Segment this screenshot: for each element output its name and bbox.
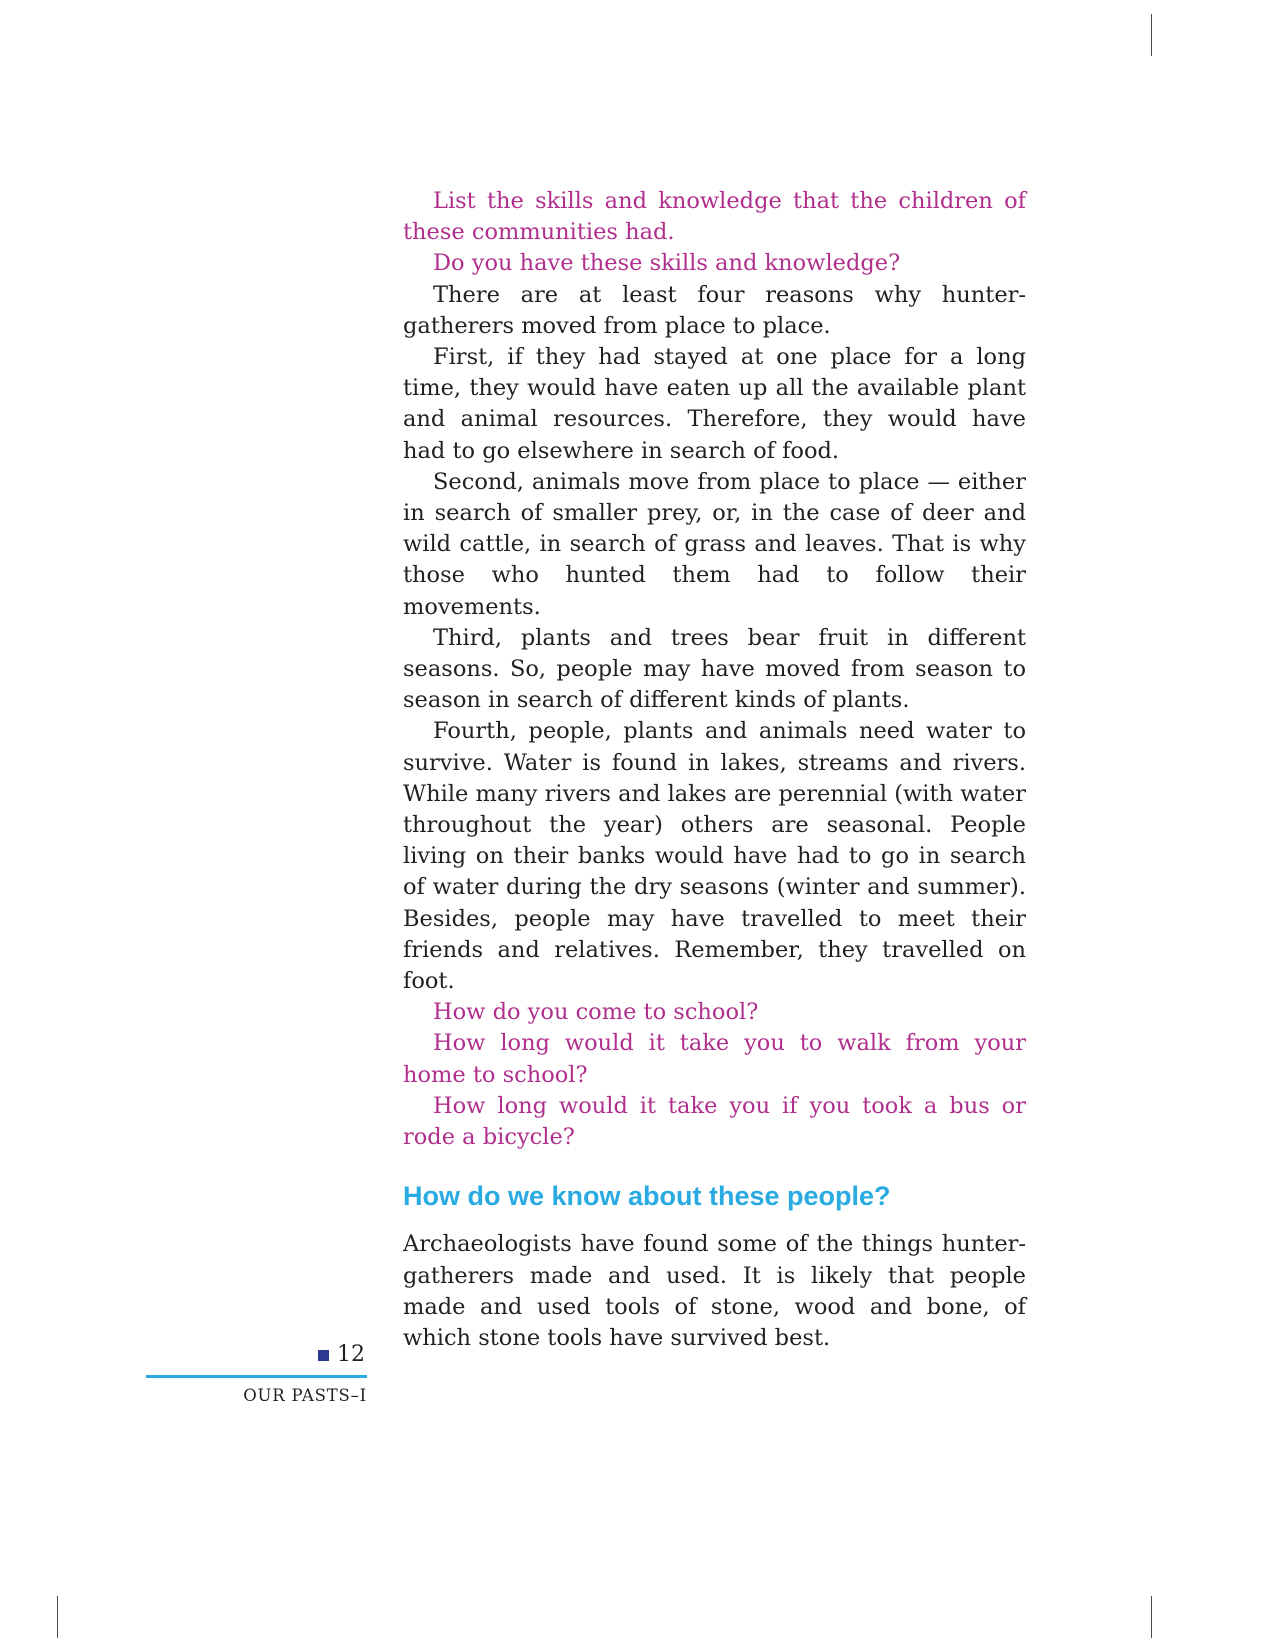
- body-paragraph: First, if they had stayed at one place for a long time, they would have eaten up all the available plant and animal resources. Therefore, they would have had to go elsewhere in search of food.: [403, 344, 1026, 464]
- activity-question: How do you come to school?: [433, 999, 759, 1026]
- body-paragraph: There are at least four reasons why hunter-gatherers moved from place to place.: [403, 281, 1026, 339]
- page-number: 12: [337, 1342, 365, 1367]
- activity-question: How long would it take you to walk from your home to school?: [403, 1030, 1026, 1088]
- activity-question: List the skills and knowledge that the children of these communities had.: [403, 188, 1026, 246]
- body-paragraph: Archaeologists have found some of the things hunter-gatherers made and used. It is likely that people made and used tools of stone, wood and bone, of which stone tools have survived best.: [403, 1231, 1026, 1351]
- page-number-row: [146, 1342, 367, 1368]
- page-footer: [146, 1342, 367, 1405]
- crop-mark-top-right: [1151, 14, 1152, 56]
- activity-question: Do you have these skills and knowledge?: [433, 250, 901, 277]
- page-number-marker-icon: [318, 1350, 329, 1361]
- body-paragraph: Fourth, people, plants and animals need water to survive. Water is found in lakes, streams and rivers. While many rivers and lakes are perennial (with water throughout the year) others are seasonal. People living on their banks would have had to go in search of water during the dry seasons (winter and summer). Besides, people may have travelled to meet their friends and relatives. Remember, they travelled on foot.: [403, 718, 1026, 995]
- main-text-column: [403, 186, 1026, 1354]
- activity-question: How long would it take you if you took a bus or rode a bicycle?: [403, 1092, 1026, 1151]
- book-title: OUR PASTS–I: [243, 1385, 367, 1405]
- crop-mark-bottom-left: [57, 1596, 58, 1638]
- crop-mark-bottom-right: [1151, 1596, 1152, 1638]
- body-paragraph: Third, plants and trees bear fruit in different seasons. So, people may have moved from season to season in search of different kinds of plants.: [403, 624, 1026, 714]
- footer-rule: [146, 1375, 367, 1378]
- body-paragraph: Second, animals move from place to place — either in search of smaller prey, or, in the case of deer and wild cattle, in search of grass and leaves. That is why those who hunted them had to follow their movements.: [403, 468, 1026, 620]
- section-heading: How do we know about these people?: [403, 1181, 891, 1212]
